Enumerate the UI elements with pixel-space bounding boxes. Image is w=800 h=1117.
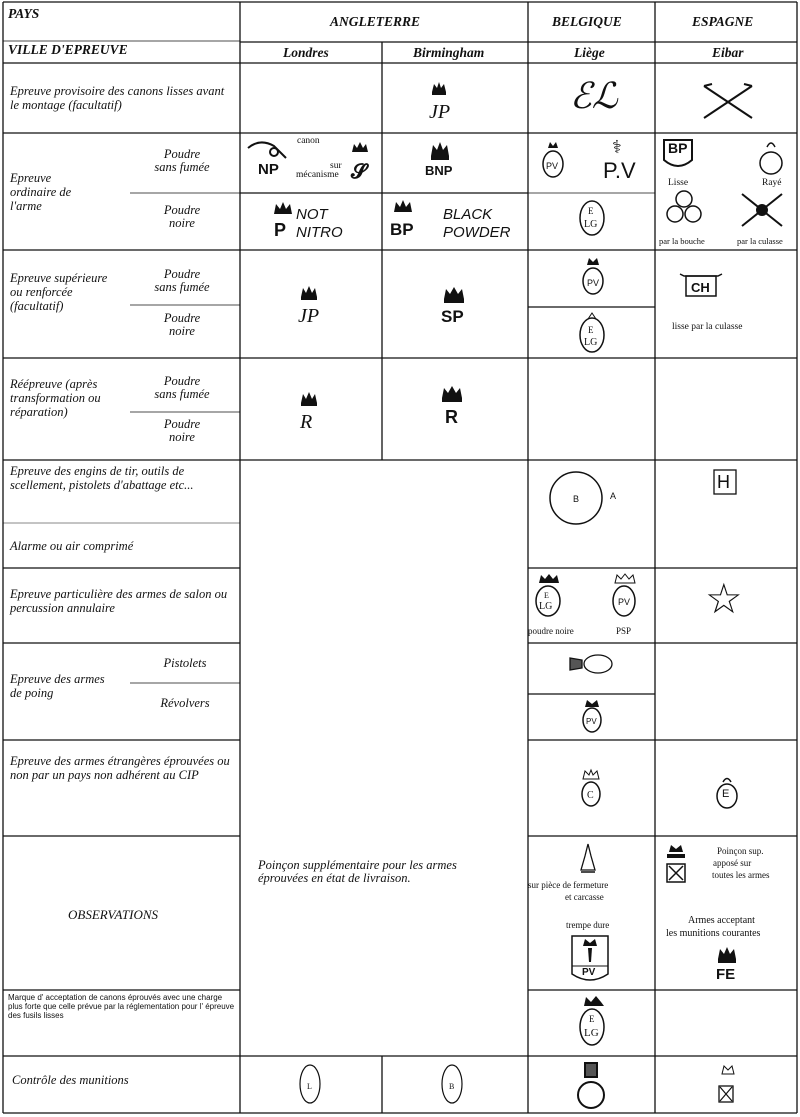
- crossed-guns-crown-stamp: [740, 190, 784, 230]
- a-letter: A: [610, 491, 617, 501]
- label-pistolets: Pistolets: [163, 656, 207, 670]
- label-poing: Epreuve des armes de poing: [10, 672, 105, 700]
- lisse-culasse-text: lisse par la culasse: [672, 322, 743, 332]
- e-letter-espagne: E: [722, 788, 730, 800]
- munitions-oval-londres: [298, 1062, 322, 1106]
- tower-icon-belgique: [578, 842, 598, 876]
- label-etrangeres: Epreuve des armes étrangères éprouvées ou non par un pays non adhérent au CIP: [10, 754, 230, 782]
- mecanisme-text: mécanisme: [296, 170, 339, 180]
- triple-ring-stamp: [662, 190, 706, 226]
- bouche-text: par la bouche: [659, 236, 705, 246]
- label-observations: OBSERVATIONS: [68, 907, 159, 922]
- crown-c-stamp-belgique: [578, 768, 604, 808]
- label-reepreuve: Réépreuve (après transformation ou réparation): [10, 377, 101, 419]
- gp-mark-not-nitro: P: [274, 220, 287, 240]
- lion-icon-pv: ⚕: [612, 137, 622, 157]
- svg-text:JP: JP: [429, 101, 451, 123]
- svg-text:B: B: [449, 1082, 455, 1091]
- obs-espagne-3: toutes les armes: [712, 870, 770, 880]
- el-monogram-stamp: ℰℒ: [570, 76, 618, 117]
- munitions-stamp-espagne: [712, 1062, 738, 1110]
- obs-espagne-2: apposé sur: [713, 858, 752, 868]
- header-espagne: ESPAGNE: [692, 14, 754, 29]
- crossed-guns-stamp: [700, 82, 756, 122]
- label-poudre-noire-ordinaire: Poudre noire: [163, 203, 201, 230]
- svg-text:LG: LG: [539, 601, 553, 612]
- b-letter: B: [573, 494, 580, 504]
- crown-pv-stamp-psp: [607, 572, 637, 620]
- obs-espagne-5: les munitions courantes: [666, 928, 761, 939]
- svg-text:PV: PV: [618, 597, 631, 607]
- svg-text:PV: PV: [546, 161, 559, 171]
- bp-shield-text: BP: [668, 140, 688, 156]
- svg-text:LG: LG: [584, 1027, 599, 1039]
- pv-shield-text: PV: [582, 967, 596, 978]
- svg-text:E: E: [588, 206, 594, 216]
- svg-text:E: E: [588, 325, 594, 335]
- label-alarme: Alarme ou air comprimé: [10, 539, 134, 553]
- crown-jp-stamp-birmingham: [426, 78, 452, 128]
- label-salon: Epreuve particulière des armes de salon ou percussion annulaire: [10, 587, 228, 615]
- circle-b-stamp: [548, 470, 604, 526]
- crown-icon-not-nitro: [272, 200, 294, 220]
- crown-x-shield-stamp: [661, 842, 691, 888]
- fe-mark: FE: [716, 966, 736, 983]
- label-revolvers: Révolvers: [160, 696, 210, 710]
- header-birmingham: Birmingham: [413, 45, 485, 60]
- label-marque: Marque d' acceptation de canons éprouvés avec une charge plus forte que celle prévue par la réglementation pour l' épreuve des fusils lisses: [8, 993, 235, 1020]
- crown-jp-stamp-londres: [296, 284, 322, 330]
- svg-text:LG: LG: [584, 219, 598, 230]
- crown-pv-stamp-revolvers: [580, 698, 604, 734]
- crown-icon-sp: [442, 285, 466, 305]
- raye-ring-stamp: [757, 137, 785, 177]
- observation-angleterre: Poinçon supplémentaire pour les armes éprouvées en état de livraison.: [258, 858, 457, 885]
- elg-oval-stamp-superieure: [576, 311, 608, 357]
- bp-mark: BP: [390, 220, 414, 239]
- header-ville: VILLE D'EPREUVE: [8, 42, 128, 57]
- label-poudre-noire-reepreuve: Poudre noire: [163, 417, 201, 444]
- crown-elg-stamp-marque: [576, 994, 608, 1050]
- svg-text:PV: PV: [587, 278, 600, 288]
- star-icon: ☆: [705, 574, 743, 623]
- svg-text:R: R: [300, 411, 313, 433]
- svg-text:E: E: [544, 591, 549, 600]
- sur-text: sur: [330, 161, 342, 171]
- pistol-mark-stamp: [568, 652, 616, 676]
- pv-mark: P.V: [603, 158, 636, 183]
- crown-icon-black-powder: [392, 198, 414, 218]
- label-ordinaire: Epreuve ordinaire de l'arme: [10, 171, 72, 213]
- nitro-text: NITRO: [296, 224, 343, 241]
- crown-pv-shield-stamp: [570, 934, 610, 986]
- label-superieure: Epreuve supérieure ou renforcée (facultatif): [10, 271, 108, 313]
- crown-icon-r: [440, 384, 464, 404]
- poudre-noire-text: poudre noire: [528, 626, 574, 636]
- munitions-stamp-belgique: [576, 1059, 606, 1113]
- label-provisoire: Epreuve provisoire des canons lisses avant le montage (facultatif): [10, 84, 225, 112]
- not-text: NOT: [296, 206, 328, 223]
- crown-r-stamp-londres: [296, 390, 322, 436]
- r-mark: R: [445, 407, 458, 427]
- svg-text:C: C: [587, 790, 594, 801]
- obs-belgique-1: sur pièce de fermeture: [528, 880, 609, 890]
- label-poudre-sans-fumee-reepreuve: Poudre sans fumée: [154, 374, 210, 401]
- label-poudre-sans-fumee-superieure: Poudre sans fumée: [154, 267, 210, 294]
- svg-text:L: L: [307, 1082, 312, 1091]
- culasse-text: par la culasse: [737, 236, 783, 246]
- elg-oval-stamp-ordinaire: [577, 198, 607, 238]
- crown-elg-stamp-salon: [530, 572, 564, 620]
- lisse-text: Lisse: [668, 178, 689, 188]
- powder-text: POWDER: [443, 224, 511, 241]
- sp-mark: SP: [441, 307, 464, 326]
- munitions-oval-birmingham: [440, 1062, 464, 1106]
- label-poudre-sans-fumee-ordinaire: Poudre sans fumée: [154, 147, 210, 174]
- obs-espagne-1: Poinçon sup.: [717, 846, 764, 856]
- svg-text:𝓢: 𝓢: [351, 161, 367, 183]
- svg-text:PV: PV: [586, 717, 597, 726]
- black-text: BLACK: [443, 206, 493, 223]
- crown-pv-oval-stamp: [540, 140, 566, 180]
- ch-mark: CH: [691, 280, 710, 295]
- svg-text:JP: JP: [298, 305, 320, 327]
- header-pays: PAYS: [8, 6, 40, 21]
- bnp-mark: BNP: [425, 163, 453, 178]
- header-eibar: Eibar: [712, 45, 744, 60]
- svg-text:LG: LG: [584, 337, 598, 348]
- svg-text:E: E: [589, 1014, 595, 1024]
- label-poudre-noire-superieure: Poudre noire: [163, 311, 201, 338]
- obs-belgique-3: trempe dure: [566, 920, 610, 930]
- crown-icon-fe: [716, 945, 738, 965]
- label-engins: Epreuve des engins de tir, outils de scellement, pistolets d'abattage etc...: [10, 464, 194, 492]
- crown-icon-bnp: [428, 140, 452, 162]
- crown-gp-stamp-londres: [348, 140, 372, 186]
- label-munitions: Contrôle des munitions: [12, 1073, 129, 1087]
- h-mark: H: [717, 472, 730, 492]
- raye-text: Rayé: [762, 178, 782, 188]
- np-mark: NP: [258, 161, 279, 178]
- obs-belgique-2: et carcasse: [565, 892, 604, 902]
- canon-text: canon: [297, 136, 320, 146]
- header-londres: Londres: [283, 45, 329, 60]
- crown-pv-laurel-stamp: [577, 255, 609, 303]
- header-belgique: BELGIQUE: [552, 14, 622, 29]
- header-liege: Liège: [574, 45, 605, 60]
- header-angleterre: ANGLETERRE: [330, 14, 421, 29]
- psp-text: PSP: [616, 626, 632, 636]
- obs-espagne-4: Armes acceptant: [688, 915, 755, 926]
